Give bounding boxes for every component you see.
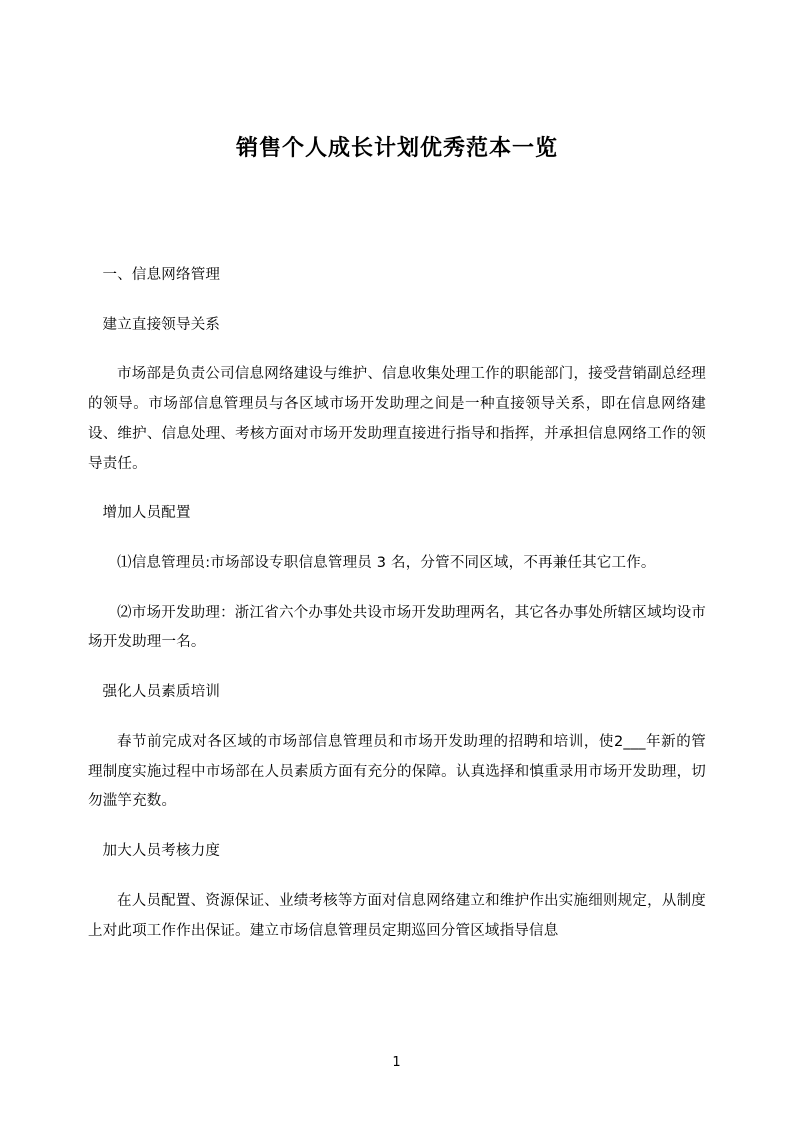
body-paragraph-3: ⑵市场开发助理：浙江省六个办事处共设市场开发助理两名，其它各办事处所辖区域均设市场开发助理一名。 [88,604,706,651]
document-body [88,261,706,946]
body-paragraph-2: ⑴信息管理员:市场部设专职信息管理员 3 名，分管不同区域，不再兼任其它工作。 [117,555,656,572]
body-paragraph-5: 在人员配置、资源保证、业绩考核等方面对信息网络建立和维护作出实施细则规定，从制度上对此项工作作出保证。建立市场信息管理员定期巡回分管区域指导信息 [88,892,706,939]
subheading-1: 建立直接领导关系 [102,316,221,333]
body-paragraph-1: 市场部是负责公司信息网络建设与维护、信息收集处理工作的职能部门，接受营销副总经理的领导。市场部信息管理员与各区域市场开发助理之间是一种直接领导关系，即在信息网络建设、维护、信息处理、考核方面对市场开发助理直接进行指导和指挥，并承担信息网络工作的领导责任。 [88,366,706,472]
subheading-3: 强化人员素质培训 [102,684,221,701]
body-paragraph-4: 春节前完成对各区域的市场部信息管理员和市场开发助理的招聘和培训，使2___年新的管理制度实施过程中市场部在人员素质方面有充分的保障。认真选择和慎重录用市场开发助理，切勿滥竽充数。 [88,733,706,810]
section-heading-1: 一、信息网络管理 [102,267,221,283]
subheading-4: 加大人员考核力度 [102,843,221,860]
page-title: 销售个人成长计划优秀范本一览 [235,136,558,161]
subheading-2: 增加人员配置 [102,505,191,522]
document-content [88,0,706,966]
page-number: 1 [392,1055,401,1070]
